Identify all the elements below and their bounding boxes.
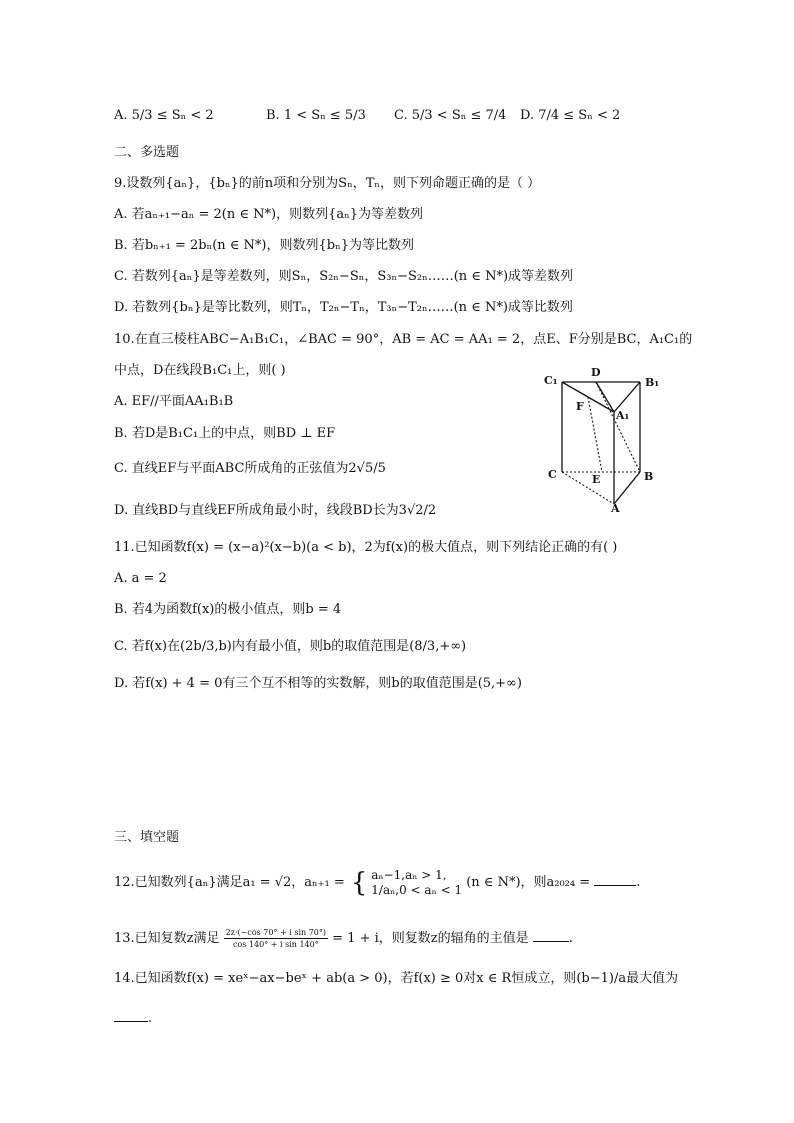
q13 bbox=[114, 924, 573, 954]
q13-numerator: 2z·(−cos 70° + i sin 70°) bbox=[225, 928, 327, 937]
q9-option-c: C. 若数列{aₙ}是等差数列，则Sₙ，S₂ₙ−Sₙ，S₃ₙ−S₂ₙ……(n ∈ N*)成等差数列 bbox=[114, 269, 574, 284]
label-d: D bbox=[591, 366, 601, 379]
q8-option-a: A. 5/3 ≤ Sₙ < 2 bbox=[114, 108, 214, 123]
segment-d-b-hidden bbox=[596, 382, 640, 472]
q11-option-a: A. a = 2 bbox=[114, 571, 167, 586]
segment-f-e-hidden bbox=[588, 397, 602, 472]
piecewise-brace: { bbox=[350, 867, 368, 898]
q11-option-c: C. 若f(x)在(2b/3,b)内有最小值，则b的取值范围是(8/3,+∞) bbox=[114, 639, 467, 654]
q10-stem-line1: 10.在直三棱柱ABC−A₁B₁C₁，∠BAC = 90°，AB = AC = AA₁ = 2，点E、F分别是BC，A₁C₁的 bbox=[114, 332, 693, 347]
section-title-multiple-choice: 二、多选题 bbox=[114, 145, 180, 160]
q10-option-c: C. 直线EF与平面ABC所成角的正弦值为2√5/5 bbox=[114, 461, 386, 476]
q12-answer-blank[interactable] bbox=[594, 873, 636, 886]
q13-end: . bbox=[568, 931, 573, 946]
label-c: C bbox=[548, 468, 557, 481]
label-a1: A₁ bbox=[616, 409, 630, 422]
q9-option-a: A. 若aₙ₊₁−aₙ = 2(n ∈ N*)，则数列{aₙ}为等差数列 bbox=[114, 207, 423, 222]
q10-stem-line2: 中点，D在线段B₁C₁上，则( ) bbox=[114, 363, 286, 378]
q14-answer-blank[interactable] bbox=[114, 1009, 148, 1022]
edge-b1-a1 bbox=[614, 382, 640, 412]
label-c1: C₁ bbox=[544, 374, 558, 387]
q11-option-d: D. 若f(x) + 4 = 0有三个互不相等的实数解，则b的取值范围是(5,+∞) bbox=[114, 676, 522, 691]
q10-option-d: D. 直线BD与直线EF所成角最小时，线段BD长为3√2/2 bbox=[114, 503, 437, 518]
q14-end: . bbox=[148, 1011, 153, 1026]
q12-case-1: aₙ−1,aₙ > 1, bbox=[371, 867, 447, 882]
q13-prefix: 13.已知复数z满足 bbox=[114, 931, 220, 946]
label-b1: B₁ bbox=[645, 376, 660, 389]
q8-option-b: B. 1 < Sₙ ≤ 5/3 bbox=[266, 108, 366, 123]
q12-suffix: (n ∈ N*)，则a₂₀₂₄ = bbox=[466, 875, 591, 890]
q12 bbox=[114, 866, 640, 900]
q12-case-2: 1/aₙ,0 < aₙ < 1 bbox=[371, 882, 463, 897]
q14-line2 bbox=[114, 1009, 152, 1028]
q14-line1: 14.已知函数f(x) = xeˣ−ax−beˣ + ab(a > 0)，若f(x) ≥ 0对x ∈ R恒成立，则(b−1)/a最大值为 bbox=[114, 971, 679, 986]
edge-b-a bbox=[614, 472, 640, 504]
edge-c-a-hidden bbox=[562, 472, 614, 504]
prism-figure bbox=[540, 362, 670, 512]
q8-option-c: C. 5/3 < Sₙ ≤ 7/4 bbox=[394, 108, 507, 123]
q12-piecewise bbox=[351, 868, 462, 898]
label-b: B bbox=[644, 470, 654, 483]
q8-option-d: D. 7/4 ≤ Sₙ < 2 bbox=[520, 108, 621, 123]
q10-option-b: B. 若D是B₁C₁上的中点，则BD ⊥ EF bbox=[114, 426, 336, 441]
q12-end: . bbox=[636, 875, 641, 890]
q13-answer-blank[interactable] bbox=[533, 929, 569, 942]
label-f: F bbox=[576, 400, 584, 413]
q13-suffix: = 1 + i，则复数z的辐角的主值是 bbox=[332, 931, 529, 946]
q9-option-d: D. 若数列{bₙ}是等比数列，则Tₙ，T₂ₙ−Tₙ，T₃ₙ−T₂ₙ……(n ∈ N*)成等比数列 bbox=[114, 300, 573, 315]
label-a: A bbox=[611, 502, 620, 512]
q9-option-b: B. 若bₙ₊₁ = 2bₙ(n ∈ N*)，则数列{bₙ}为等比数列 bbox=[114, 238, 414, 253]
q12-prefix: 12.已知数列{aₙ}满足a₁ = √2，aₙ₊₁ = bbox=[114, 875, 345, 890]
label-e: E bbox=[592, 473, 601, 486]
q11-option-b: B. 若4为函数f(x)的极小值点，则b = 4 bbox=[114, 602, 342, 617]
q11-stem: 11.已知函数f(x) = (x−a)²(x−b)(a < b)，2为f(x)的极大值点，则下列结论正确的有( ) bbox=[114, 540, 618, 555]
q13-fraction bbox=[224, 927, 328, 950]
q13-denominator: cos 140° + i sin 140° bbox=[232, 940, 319, 949]
q10-option-a: A. EF//平面AA₁B₁B bbox=[114, 394, 234, 409]
section-title-fill-in: 三、填空题 bbox=[114, 830, 180, 845]
q9-stem: 9.设数列{aₙ}，{bₙ}的前n项和分别为Sₙ，Tₙ，则下列命题正确的是（ ） bbox=[114, 176, 541, 191]
